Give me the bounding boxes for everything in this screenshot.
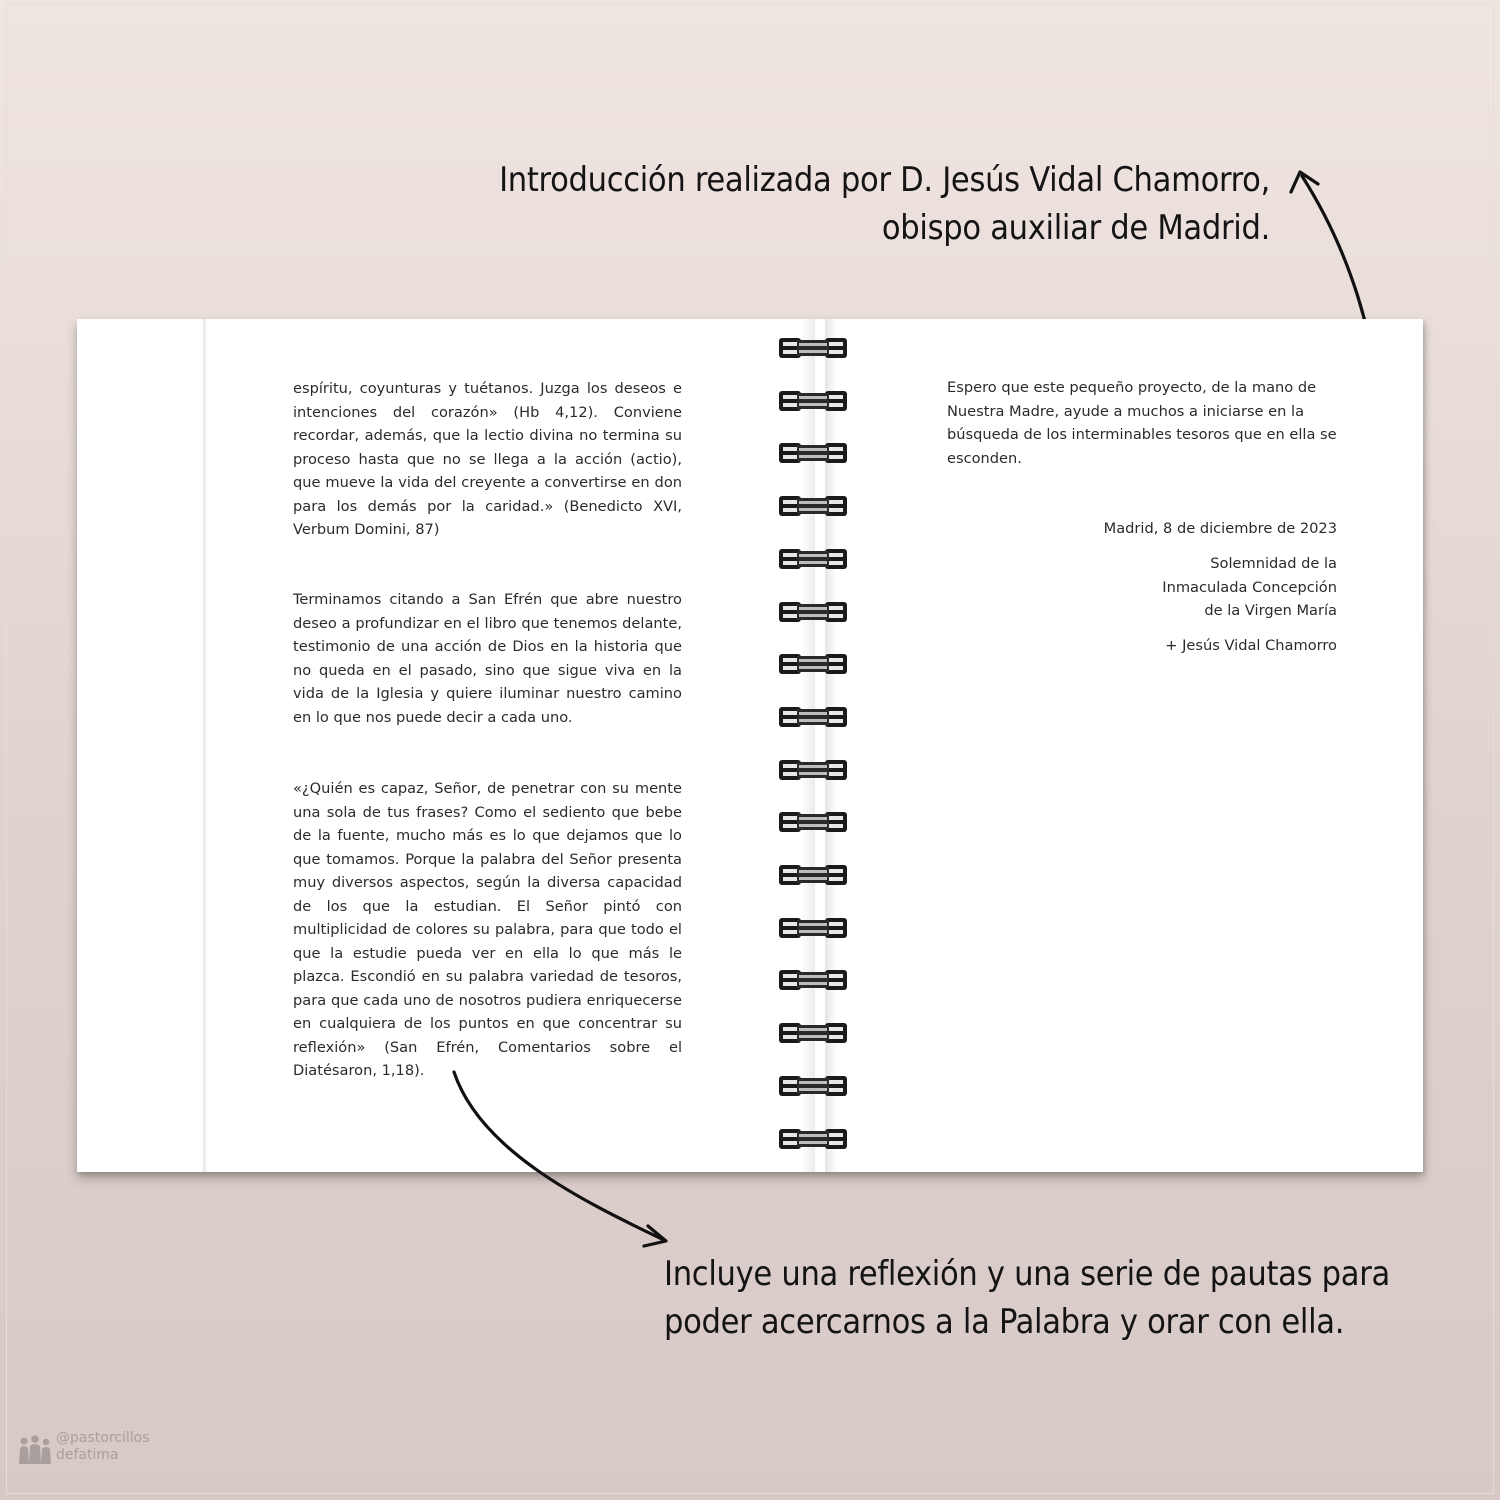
binding-ring bbox=[777, 915, 849, 941]
people-silhouette-icon bbox=[18, 1432, 52, 1466]
binding-ring bbox=[777, 440, 849, 466]
signature-date: Madrid, 8 de diciembre de 2023 bbox=[1103, 520, 1337, 537]
binding-ring bbox=[777, 1020, 849, 1046]
closing-paragraph: Espero que este pequeño proyecto, de la mano de Nuestra Madre, ayude a muchos a iniciarse en la búsqueda de los interminables tesoros que en ella se esconden. bbox=[947, 379, 1337, 467]
paragraph-lectio-divina: espíritu, coyunturas y tuétanos. Juzga los deseos e intenciones del corazón» (Hb 4,12). Conviene recordar, además, que la lectio divina no termina su proceso hasta que no se llega a la acción (actio), que mueve la vida del creyente a convertirse en don para los demás por la caridad.» (Benedicto XVI, Verbum Domini, 87) bbox=[293, 380, 682, 538]
binding-ring bbox=[777, 388, 849, 414]
callout-line: Introducción realizada por D. Jesús Vidal Chamorro, bbox=[499, 160, 1270, 200]
binding-ring bbox=[777, 1073, 849, 1099]
binding-ring bbox=[777, 1126, 849, 1152]
left-page bbox=[77, 319, 815, 1172]
callout-line: Incluye una reflexión y una serie de pautas para bbox=[664, 1254, 1390, 1294]
quote-san-efren: «¿Quién es capaz, Señor, de penetrar con su mente una sola de tus frases? Como el sediento que bebe de la fuente, mucho más es lo que dejamos que lo que tomamos. Porque la palabra del Señor presenta muy diversos aspectos, según la diversa capacidad de los que la estudian. El Señor pintó con multiplicidad de colores su palabra, para que todo el que la estudie pueda ver en ella lo que más le plazca. Escondió en su palabra variedad de tesoros, para que cada uno de nosotros pudiera enriquecerse en cualquiera de los puntos en que concentrar su reflexión» (San Efrén, Comentarios sobre el Diatésaron, 1,18). bbox=[293, 780, 682, 1079]
signature-occasion bbox=[1162, 552, 1337, 623]
binding-ring bbox=[777, 651, 849, 677]
callout-introduction bbox=[499, 156, 1270, 252]
callout-line: poder acercarnos a la Palabra y orar con ella. bbox=[664, 1302, 1345, 1342]
callout-reflexion bbox=[664, 1250, 1390, 1346]
callout-line: obispo auxiliar de Madrid. bbox=[881, 208, 1270, 248]
binding-ring bbox=[777, 704, 849, 730]
occasion-line: Solemnidad de la bbox=[1210, 555, 1337, 572]
binding-ring bbox=[777, 967, 849, 993]
binding-ring bbox=[777, 757, 849, 783]
binding-ring bbox=[777, 862, 849, 888]
book-spread bbox=[77, 319, 1423, 1172]
binding-ring bbox=[777, 335, 849, 361]
occasion-line: Inmaculada Concepción bbox=[1162, 578, 1337, 596]
binding-ring bbox=[777, 546, 849, 572]
paragraph-san-efren-intro: Terminamos citando a San Efrén que abre nuestro deseo a profundizar en el libro que tenemos delante, testimonio de una acción de Dios en la historia que no queda en el pasado, sino que sigue viva en la vida de la Iglesia y quiere iluminar nuestro camino en lo que nos puede decir a cada uno. bbox=[293, 591, 682, 726]
watermark-line: defatima bbox=[56, 1447, 119, 1463]
occasion-line: de la Virgen María bbox=[1204, 602, 1337, 619]
right-page bbox=[825, 319, 1423, 1172]
watermark-line: @pastorcillos bbox=[56, 1430, 150, 1446]
binding-ring bbox=[777, 493, 849, 519]
spiral-binding bbox=[777, 335, 849, 1165]
signature-name: + Jesús Vidal Chamorro bbox=[1165, 637, 1337, 654]
binding-ring bbox=[777, 809, 849, 835]
binding-ring bbox=[777, 599, 849, 625]
